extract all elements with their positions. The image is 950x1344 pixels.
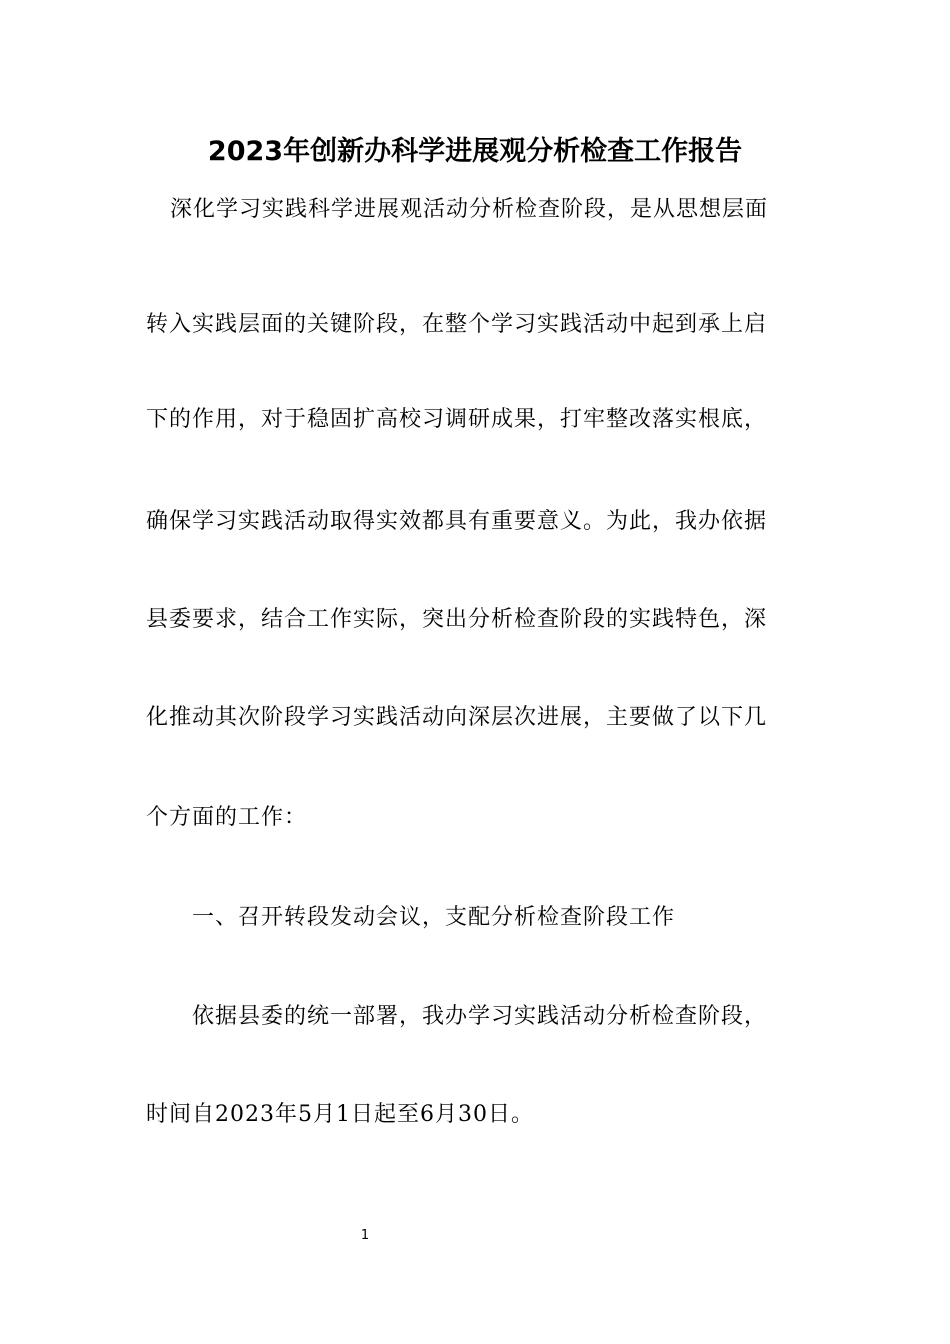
page-number: 1 (360, 1228, 370, 1243)
paragraph-line: 深化学习实践科学进展观活动分析检查阶段，是从思想层面 (170, 197, 769, 222)
paragraph-line: 下的作用，对于稳固扩高校习调研成果，打牢整改落实根底， (146, 407, 768, 432)
paragraph-line: 化推动其次阶段学习实践活动向深层次进展，主要做了以下几 (146, 705, 768, 730)
paragraph-line: 时间自2023年5月1日起至6月30日。 (146, 1102, 534, 1127)
paragraph-line: 确保学习实践活动取得实效都具有重要意义。为此，我办依据 (146, 509, 768, 534)
paragraph-line: 个方面的工作： (146, 805, 308, 830)
section-heading: 一、召开转段发动会议，支配分析检查阶段工作 (192, 905, 676, 930)
page-title: 2023年创新办科学进展观分析检查工作报告 (207, 136, 743, 167)
paragraph-line: 依据县委的统一部署，我办学习实践活动分析检查阶段， (192, 1004, 768, 1029)
paragraph-line: 县委要求，结合工作实际，突出分析检查阶段的实践特色，深 (146, 607, 768, 632)
paragraph-line: 转入实践层面的关键阶段，在整个学习实践活动中起到承上启 (146, 312, 768, 337)
